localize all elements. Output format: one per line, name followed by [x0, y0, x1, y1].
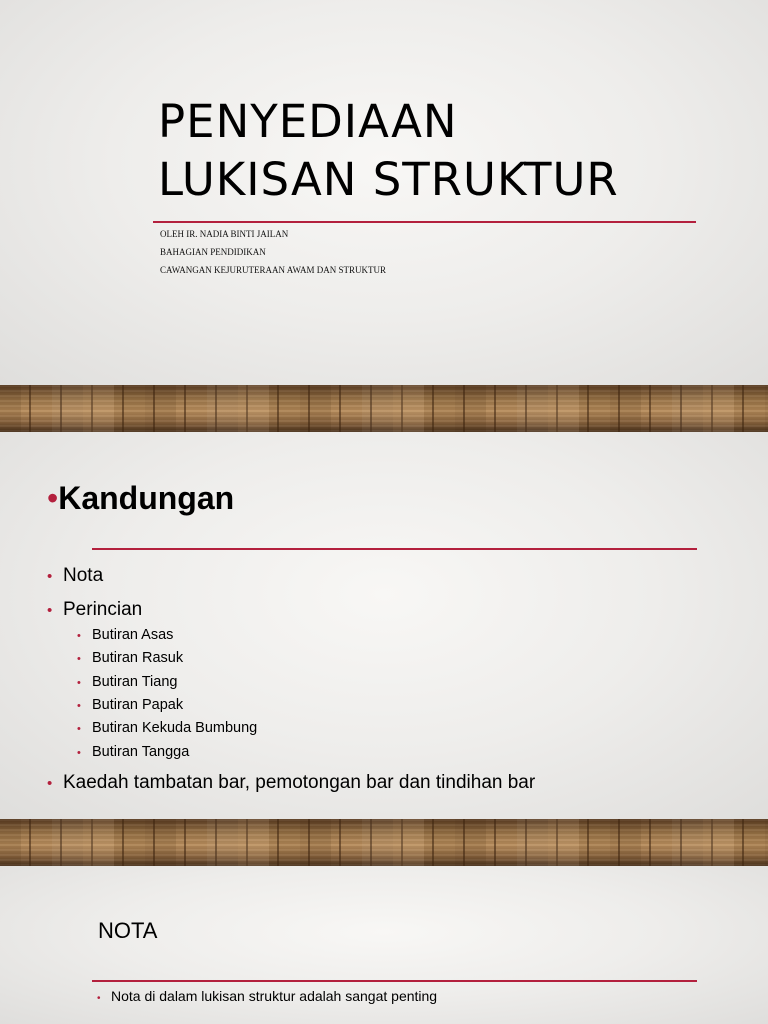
sub-list-item [77, 744, 189, 760]
sub-list-item [77, 720, 257, 736]
floor-plank [641, 385, 672, 432]
floor-plank [486, 819, 517, 866]
floor-plank [393, 819, 424, 866]
list-item [47, 599, 142, 621]
floor-plank [703, 385, 734, 432]
floor-plank [300, 819, 331, 866]
author-line: OLEH IR. NADIA BINTI JAILAN [160, 229, 289, 239]
list-item [47, 565, 103, 587]
slide-title-heading [158, 93, 619, 209]
sub-list-item-label: Butiran Rasuk [92, 650, 184, 666]
floor-plank [610, 819, 641, 866]
sub-list-item-label: Butiran Tiang [92, 674, 178, 690]
floor-plank [176, 819, 207, 866]
floor-plank [703, 819, 734, 866]
floor-plank [300, 385, 331, 432]
floor-plank [207, 385, 238, 432]
bullet-icon: • [47, 775, 53, 792]
wood-floor-divider-2 [0, 819, 768, 866]
contents-title: Kandungan [58, 480, 235, 516]
bullet-icon: • [77, 747, 81, 759]
slide-title[interactable] [0, 0, 768, 385]
floor-plank [176, 385, 207, 432]
floor-plank [455, 819, 486, 866]
floor-plank [145, 819, 176, 866]
sub-list-item-label: Butiran Kekuda Bumbung [92, 720, 258, 736]
floor-plank [579, 385, 610, 432]
floor-plank [517, 819, 548, 866]
list-item [47, 772, 535, 794]
floor-plank [238, 385, 269, 432]
list-item [97, 988, 437, 1004]
floor-plank [672, 819, 703, 866]
sub-list-item-label: Butiran Tangga [92, 744, 190, 760]
bullet-icon: • [77, 700, 81, 712]
nota-divider [92, 980, 697, 982]
bullet-icon: • [77, 677, 81, 689]
floor-plank [610, 385, 641, 432]
department-line: BAHAGIAN PENDIDIKAN [160, 247, 266, 257]
floor-plank [641, 819, 672, 866]
sub-list-item-label: Butiran Papak [92, 697, 184, 713]
sub-list-item [77, 627, 173, 643]
floor-plank [83, 385, 114, 432]
floor-plank [145, 385, 176, 432]
floor-plank [424, 819, 455, 866]
bullet-icon: • [77, 630, 81, 642]
slide-nota[interactable] [0, 866, 768, 1024]
bullet-icon: • [47, 602, 53, 619]
floor-plank [0, 385, 21, 432]
floor-plank [238, 819, 269, 866]
bullet-icon: • [47, 568, 53, 585]
floor-plank [579, 819, 610, 866]
floor-plank [672, 385, 703, 432]
sub-list-item-label: Butiran Asas [92, 627, 174, 643]
floor-plank [517, 385, 548, 432]
floor-plank [734, 385, 765, 432]
title-line-2: LUKISAN STRUKTUR [158, 153, 619, 206]
floor-plank [269, 385, 300, 432]
floor-plank [114, 819, 145, 866]
sub-list-item [77, 650, 183, 666]
floor-plank [734, 819, 765, 866]
list-item-label: Perincian [63, 599, 143, 620]
floor-plank [393, 385, 424, 432]
branch-line: CAWANGAN KEJURUTERAAN AWAM DAN STRUKTUR [160, 265, 387, 275]
floor-plank [83, 819, 114, 866]
bullet-icon: • [97, 993, 101, 1004]
floor-plank [21, 385, 52, 432]
floor-plank [269, 819, 300, 866]
floor-plank [331, 819, 362, 866]
bullet-icon: • [47, 480, 59, 516]
floor-plank [207, 819, 238, 866]
floor-plank [548, 385, 579, 432]
floor-plank [52, 385, 83, 432]
nota-heading: NOTA [98, 918, 158, 943]
sub-list-item [77, 674, 177, 690]
floor-plank [331, 385, 362, 432]
floor-plank [486, 385, 517, 432]
floor-plank [0, 819, 21, 866]
floor-plank [52, 819, 83, 866]
contents-divider [92, 548, 697, 550]
floor-plank [455, 385, 486, 432]
floor-plank [548, 819, 579, 866]
floor-plank [362, 819, 393, 866]
wood-floor-divider-1 [0, 385, 768, 432]
floor-plank [114, 385, 145, 432]
floor-plank [362, 385, 393, 432]
sub-list-item [77, 697, 183, 713]
list-item-label: Nota [63, 565, 104, 586]
slide-contents[interactable] [0, 432, 768, 819]
list-item-label: Kaedah tambatan bar, pemotongan bar dan tindihan bar [63, 772, 536, 793]
floor-plank [424, 385, 455, 432]
contents-heading [47, 480, 234, 517]
title-divider [153, 221, 696, 223]
title-line-1: PENYEDIAAN [158, 95, 458, 148]
bullet-icon: • [77, 723, 81, 735]
bullet-icon: • [77, 653, 81, 665]
floor-plank [21, 819, 52, 866]
list-item-label: Nota di dalam lukisan struktur adalah sangat penting [111, 988, 438, 1004]
